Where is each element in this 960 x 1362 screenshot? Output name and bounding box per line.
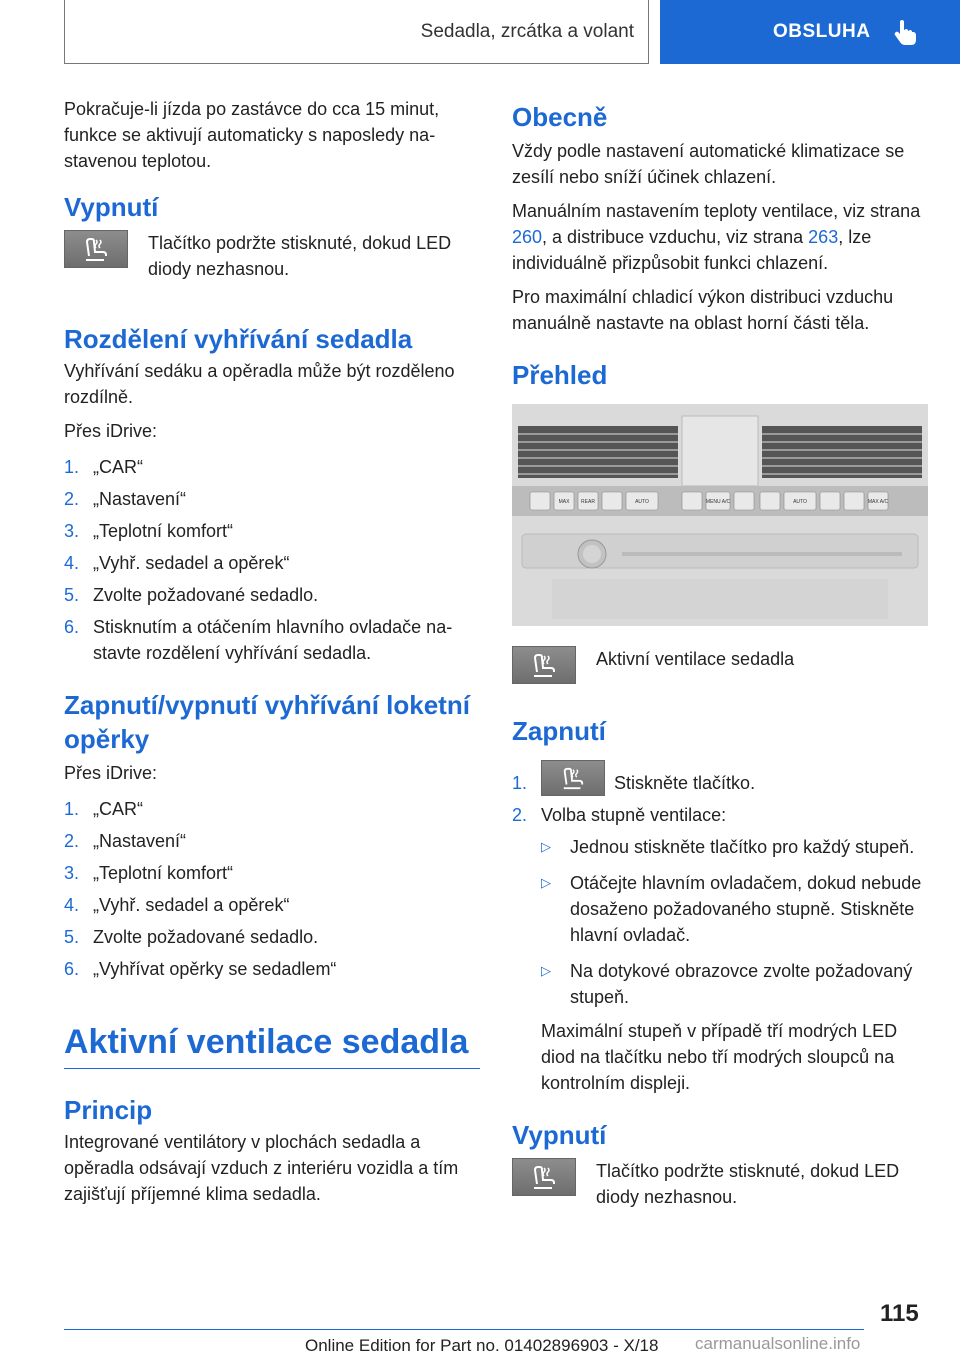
list-item: 1. Stiskněte tlačítko. (512, 760, 928, 796)
panel-label-menu-ac: MENU A/C (705, 499, 731, 505)
panel-label-rear: REAR (581, 499, 595, 505)
vypnuti-1-text: Tlačítko podržte stisknuté, dokud LED diody nezhasnou. (148, 233, 452, 279)
rozdeleni-via: Přes iDrive: (64, 421, 158, 441)
vypnuti-2-text: Tlačítko podržte stisknuté, dokud LED diody nezhasnou. (596, 1161, 900, 1207)
heading-princip: Princip (64, 1095, 153, 1125)
page-link-260[interactable]: 260 (512, 227, 543, 247)
loketni-steps (64, 796, 480, 982)
left-column (64, 96, 480, 1215)
page-link-263[interactable]: 263 (808, 227, 839, 247)
footer-edition: Online Edition for Part no. 01402896903 - X/18 (305, 1336, 659, 1355)
list-item: 3. „Teplotní komfort“ (64, 863, 234, 883)
list-item: ▷ Jednou stiskněte tlačítko pro každý stupeň. (541, 834, 928, 860)
obecne-p3: Pro maximální chladicí výkon distribuci vzduchu manuálně nastavte na oblast horní části těla. (512, 287, 894, 333)
list-item: ▷ Otáčejte hlavním ovladačem, dokud nebude dosaženo požadovaného stupně. Stiskněte hlavní ovladač. (541, 870, 928, 948)
list-item: 4. „Vyhř. sedadel a opěrek“ (64, 895, 290, 915)
ventilation-level-options (541, 834, 928, 1010)
list-item: 6. Stisknutím a otáčením hlavního ovladače nastavte rozdělení vyhřívání sedadla. (64, 617, 453, 663)
seat-heating-button-image (64, 230, 128, 268)
list-item: 5. Zvolte požadované sedadlo. (64, 585, 319, 605)
seat-ventilation-button-image (512, 646, 576, 684)
heading-prehled: Přehled (512, 360, 608, 390)
icon-caption-row (512, 646, 928, 684)
climate-panel-photo (512, 404, 928, 626)
watermark: carmanualsonline.info (695, 1334, 861, 1353)
list-item: 2. „Nastavení“ (64, 489, 187, 509)
list-item: 1. „CAR“ (64, 457, 143, 477)
list-item: 4. „Vyhř. sedadel a opěrek“ (64, 553, 290, 573)
heading-vypnuti-2: Vypnutí (512, 1120, 607, 1150)
page-number: 115 (880, 1300, 919, 1327)
footer-rule (64, 1329, 864, 1330)
obecne-p1: Vždy podle nastavení automatické klimatizace se zesílí nebo sníží účinek chlazení. (512, 141, 905, 187)
obecne-p2: Manuálním nastavením teploty ventilace, viz strana 260, a distribuce vzduchu, viz strana 263, lze individuálně přizpůsobit funkci chlazení. (512, 201, 921, 273)
heading-vypnuti-1: Vypnutí (64, 192, 159, 222)
seat-heating-icon (81, 236, 111, 262)
header-chapter-title: OBSLUHA (773, 21, 871, 42)
list-item: 3. „Teplotní komfort“ (64, 521, 234, 541)
right-column (512, 102, 928, 1210)
triangle-bullet-icon: ▷ (541, 875, 551, 890)
heading-ventilace: Aktivní ventilace sedadla (64, 1023, 469, 1061)
header-chapter (660, 0, 960, 64)
rozdeleni-steps (64, 454, 480, 666)
seat-ventilation-icon (559, 766, 587, 790)
header-section (64, 0, 649, 64)
icon-caption: Aktivní ventilace sedadla (596, 649, 795, 669)
vypnuti-1-row (64, 230, 480, 282)
list-item: ▷ Na dotykové obrazovce zvolte požadovaný stupeň. (541, 958, 928, 1010)
hand-pointer-icon (894, 19, 916, 45)
rozdeleni-text: Vyhřívání sedáku a opěradla může být rozděleno rozdílně. (64, 361, 455, 407)
triangle-bullet-icon: ▷ (541, 963, 551, 978)
list-item: 5. Zvolte požadované sedadlo. (64, 927, 319, 947)
list-item: 2. „Nastavení“ (64, 831, 187, 851)
intro-paragraph: Pokračuje-li jízda po zastávce do cca 15 minut, funkce se aktivují automaticky s naposledy nastavenou teplotou. (64, 99, 440, 171)
panel-label-max-ac: MAX A/C (867, 499, 889, 505)
heading-loketni: Zapnutí/vypnutí vyhřívání loketní opěrky (64, 690, 470, 754)
seat-ventilation-icon (529, 1164, 559, 1190)
princip-text: Integrované ventilátory v plochách sedadla a opěradla odsávají vzduch z interiéru vozidla a tím zajišťují příjemné klima sedadla. (64, 1132, 459, 1204)
list-item: 2. Volba stupně ventilace: (512, 805, 727, 825)
heading-rozdeleni: Rozdělení vyhřívání sedadla (64, 324, 413, 354)
heading-zapnuti: Zapnutí (512, 716, 606, 746)
zapnuti-steps (512, 760, 928, 828)
seat-ventilation-button-image-small (541, 760, 605, 796)
seat-ventilation-button-image (512, 1158, 576, 1196)
seat-ventilation-icon (529, 652, 559, 678)
panel-label-auto-right: AUTO (793, 499, 807, 505)
section-rule (64, 1022, 480, 1069)
vypnuti-2-row (512, 1158, 928, 1210)
triangle-bullet-icon: ▷ (541, 839, 551, 854)
panel-label-max: MAX (558, 499, 570, 505)
list-item: 6. „Vyhřívat opěrky se sedadlem“ (64, 959, 337, 979)
panel-label-auto-left: AUTO (635, 499, 649, 505)
list-item: 1. „CAR“ (64, 799, 143, 819)
loketni-via: Přes iDrive: (64, 763, 158, 783)
heading-obecne: Obecně (512, 102, 608, 132)
header-section-title: Sedadla, zrcátka a volant (420, 20, 634, 42)
max-level-note: Maximální stupeň v případě tří modrých LED diod na tlačítku nebo tří modrých sloupců na kontrolním displeji. (541, 1021, 898, 1093)
